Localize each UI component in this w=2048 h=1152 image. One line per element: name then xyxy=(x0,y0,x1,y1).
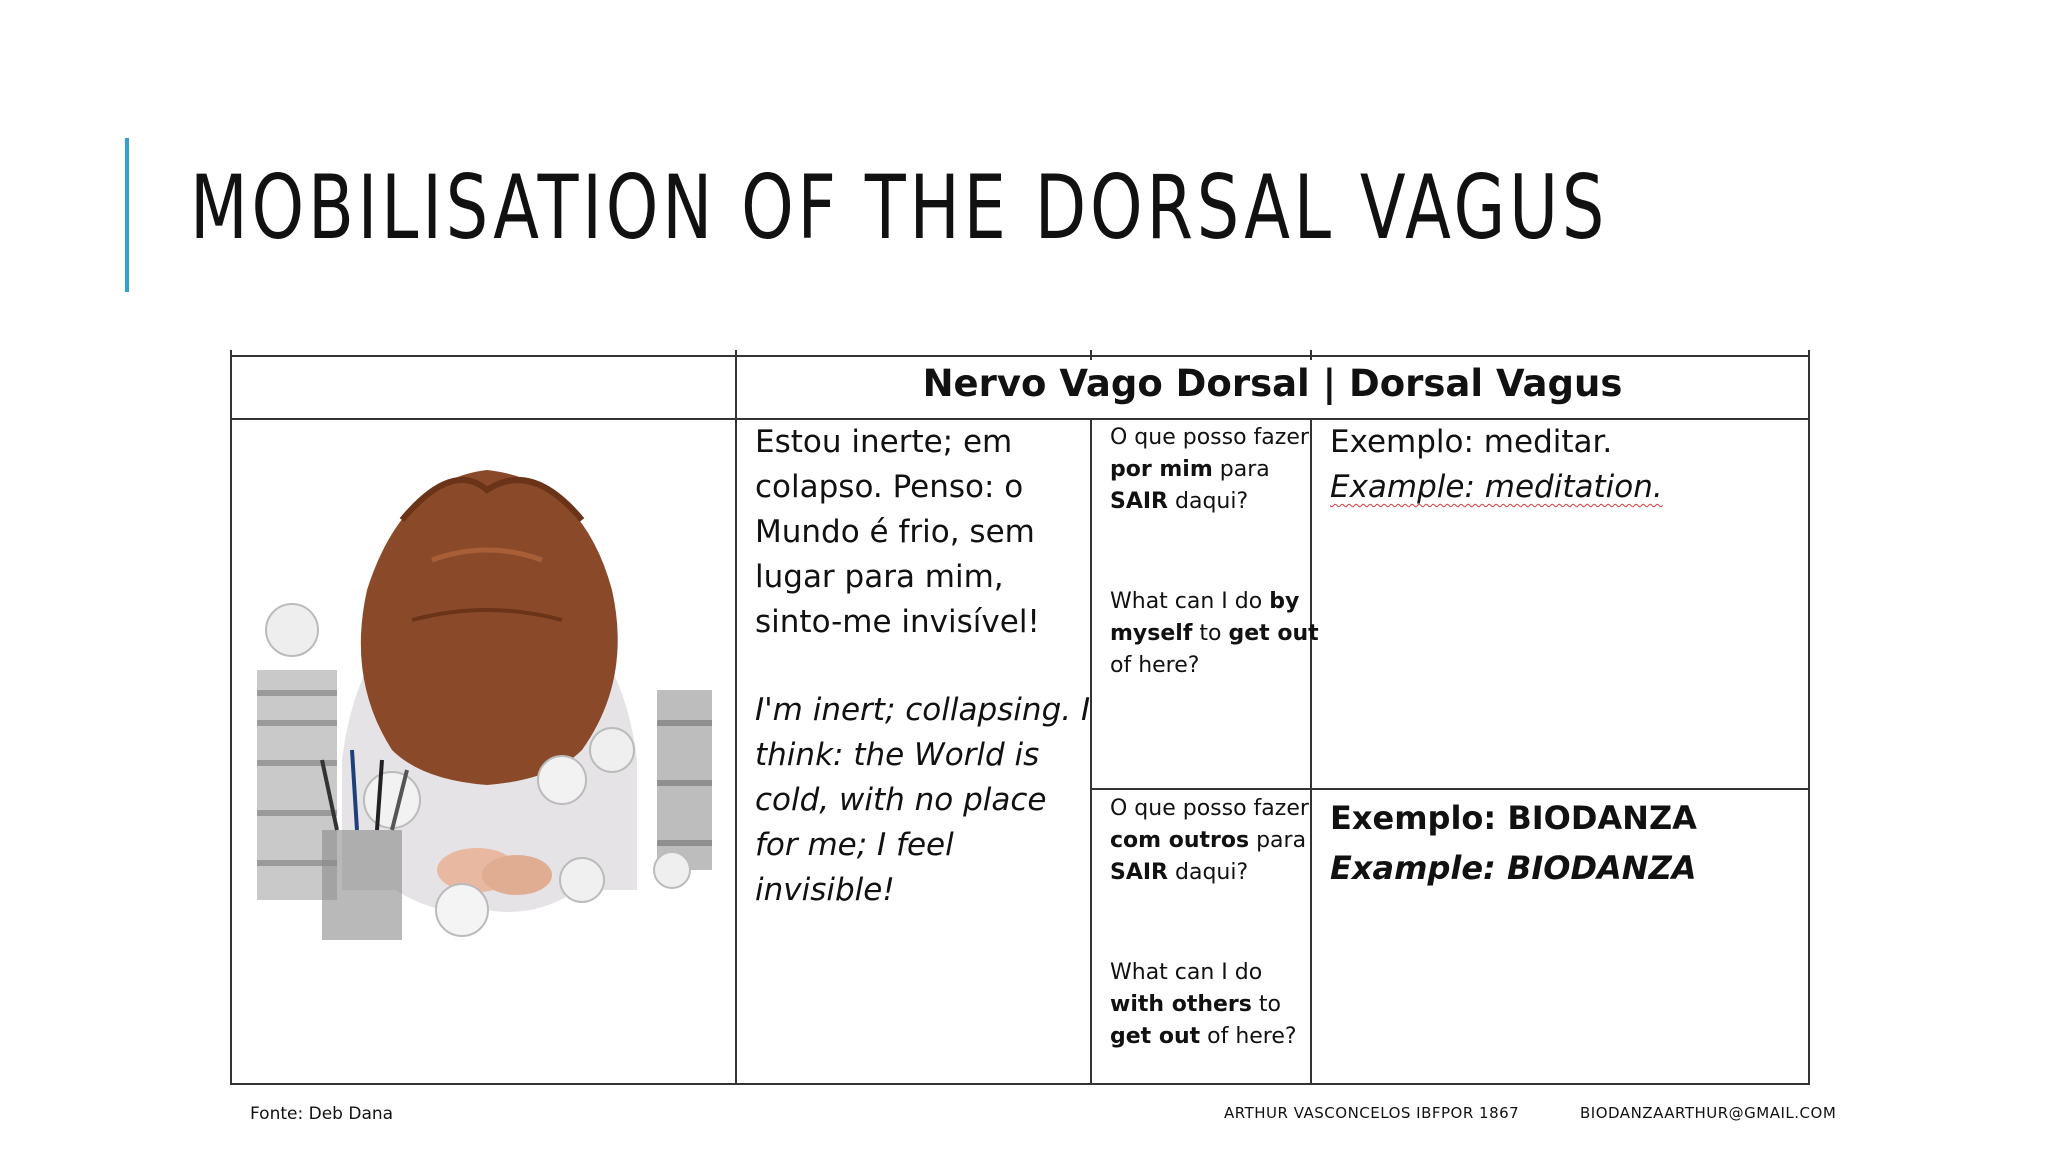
question-text: para xyxy=(1212,457,1270,482)
question-self-pt xyxy=(1110,422,1320,518)
question-emphasis: get out xyxy=(1228,621,1319,646)
table-border-right xyxy=(1808,350,1810,1085)
question-text: para xyxy=(1249,828,1307,853)
question-text: O que posso fazer xyxy=(1110,425,1309,450)
question-others-pt xyxy=(1110,793,1320,889)
collapsed-woman-photo xyxy=(252,460,717,990)
table-border-bottom xyxy=(230,1083,1810,1085)
footer-email: BIODANZAARTHUR@GMAIL.COM xyxy=(1580,1104,1837,1122)
column-tick-3 xyxy=(1310,350,1312,360)
question-others-en xyxy=(1110,957,1320,1053)
question-text: of here? xyxy=(1110,653,1200,678)
state-description-pt: Estou inerte; em colapso. Penso: o Mundo é frio, sem lugar para mim, sinto-me invisível! xyxy=(755,424,1040,640)
question-text: What can I do xyxy=(1110,960,1263,985)
footer-author: ARTHUR VASCONCELOS IBFPOR 1867 xyxy=(1224,1104,1520,1122)
question-text: What can I do xyxy=(1110,589,1270,614)
title-accent-bar xyxy=(125,138,129,292)
table-header-title: Nervo Vago Dorsal | Dorsal Vagus xyxy=(922,362,1623,405)
question-emphasis: SAIR xyxy=(1110,860,1168,885)
question-text: daqui? xyxy=(1168,489,1249,514)
question-emphasis: SAIR xyxy=(1110,489,1168,514)
footer-source: Fonte: Deb Dana xyxy=(250,1104,394,1124)
state-description-en: I'm inert; collapsing. I think: the World is cold, with no place for me; I feel invisible! xyxy=(755,692,1091,908)
question-emphasis: com outros xyxy=(1110,828,1250,853)
table-border-left xyxy=(230,350,232,1085)
question-emphasis: by myself xyxy=(1110,589,1300,646)
question-text: of here? xyxy=(1200,1024,1297,1049)
question-text: to xyxy=(1192,621,1229,646)
table-border-top xyxy=(230,355,1810,357)
example-self-pt: Exemplo: meditar. xyxy=(1330,424,1613,460)
example-others-pt: Exemplo: BIODANZA xyxy=(1330,799,1697,837)
question-emphasis: get out xyxy=(1110,1024,1201,1049)
question-emphasis: por mim xyxy=(1110,457,1213,482)
question-emphasis: with others xyxy=(1110,992,1252,1017)
dorsal-vagus-table xyxy=(230,350,1810,1085)
question-text: daqui? xyxy=(1168,860,1249,885)
example-self-en: Example: meditation. xyxy=(1330,469,1663,505)
question-text: O que posso fazer xyxy=(1110,796,1309,821)
column-divider-1 xyxy=(735,350,737,1085)
slide-title: MOBILISATION OF THE DORSAL VAGUS xyxy=(190,156,1609,259)
row-divider-right xyxy=(1090,788,1810,790)
question-text: to xyxy=(1251,992,1281,1017)
example-others-en: Example: BIODANZA xyxy=(1330,849,1697,887)
question-self-en xyxy=(1110,586,1320,682)
column-tick-2 xyxy=(1090,350,1092,360)
